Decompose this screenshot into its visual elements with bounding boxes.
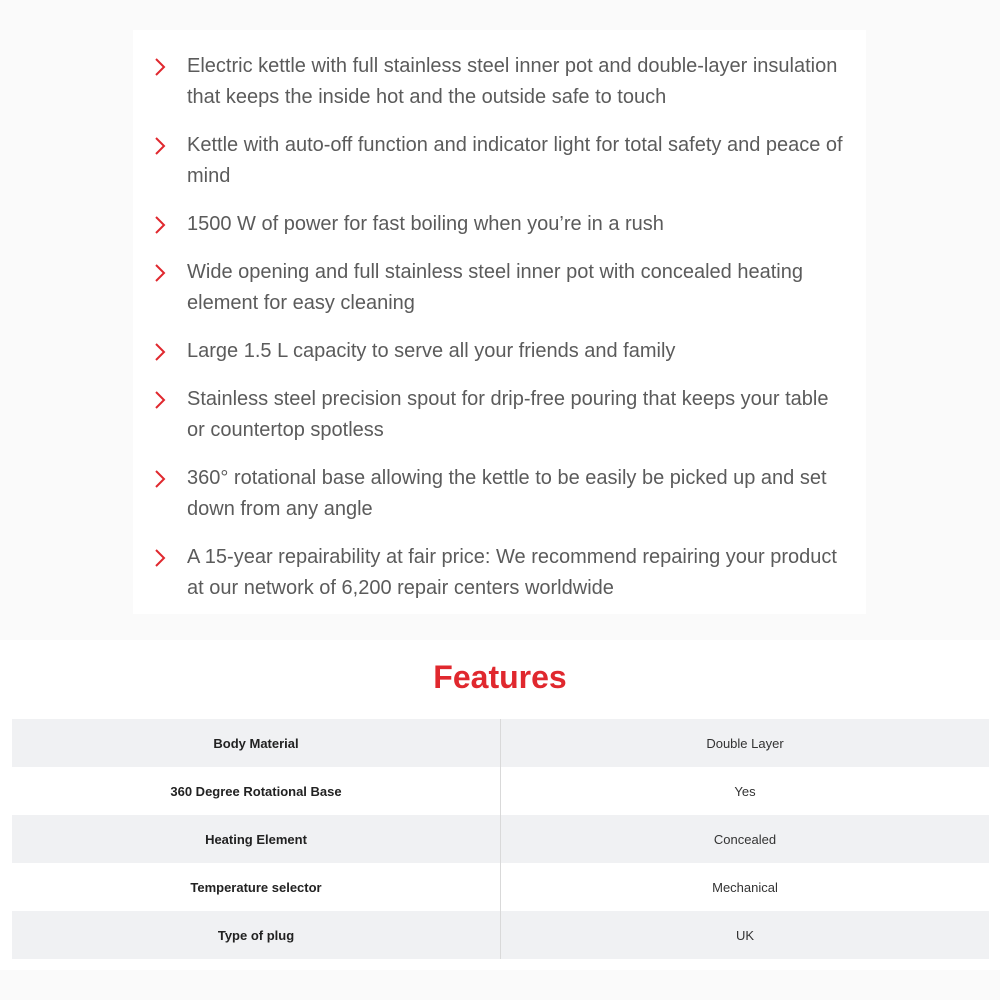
bullet-text: Large 1.5 L capacity to serve all your friends and family (187, 340, 676, 362)
list-item (133, 336, 866, 367)
spec-value: Mechanical (501, 863, 990, 911)
chevron-right-icon (153, 135, 167, 157)
table-row (12, 815, 989, 863)
list-item (133, 542, 866, 604)
chevron-right-icon (153, 389, 167, 411)
chevron-right-icon (153, 56, 167, 78)
table-row (12, 719, 989, 767)
spec-label: Heating Element (205, 831, 307, 847)
spec-label: Temperature selector (190, 879, 322, 895)
spec-value: Yes (501, 767, 990, 815)
bullet-text: Wide opening and full stainless steel inner pot with concealed heating element for easy cleaning (187, 261, 803, 314)
spec-value: Double Layer (501, 719, 990, 767)
list-item (133, 209, 866, 240)
list-item (133, 257, 866, 319)
benefits-panel (133, 30, 866, 614)
bullet-text: 360° rotational base allowing the kettle to be easily be picked up and set down from any angle (187, 467, 827, 520)
bullet-text: 1500 W of power for fast boiling when you’re in a rush (187, 213, 664, 235)
spec-value: Concealed (501, 815, 990, 863)
table-row (12, 911, 989, 959)
chevron-right-icon (153, 468, 167, 490)
bullet-text: Electric kettle with full stainless steel inner pot and double-layer insulation that keeps the inside hot and the outside safe to touch (187, 55, 838, 108)
bullet-text: A 15-year repairability at fair price: We recommend repairing your product at our network of 6,200 repair centers worldwide (187, 546, 837, 599)
chevron-right-icon (153, 547, 167, 569)
spec-label: 360 Degree Rotational Base (170, 783, 342, 799)
list-item (133, 384, 866, 446)
benefits-list (133, 51, 866, 621)
list-item (133, 130, 866, 192)
list-item (133, 51, 866, 113)
features-heading: Features (433, 659, 567, 695)
spec-label: Type of plug (217, 927, 295, 943)
spec-label: Body Material (213, 735, 299, 751)
chevron-right-icon (153, 214, 167, 236)
table-row (12, 863, 989, 911)
table-row (12, 767, 989, 815)
bullet-text: Kettle with auto-off function and indicator light for total safety and peace of mind (187, 134, 843, 187)
spec-value: UK (501, 911, 990, 959)
chevron-right-icon (153, 262, 167, 284)
bullet-text: Stainless steel precision spout for drip-free pouring that keeps your table or countertop spotless (187, 388, 829, 441)
list-item (133, 463, 866, 525)
chevron-right-icon (153, 341, 167, 363)
features-table (12, 719, 989, 959)
